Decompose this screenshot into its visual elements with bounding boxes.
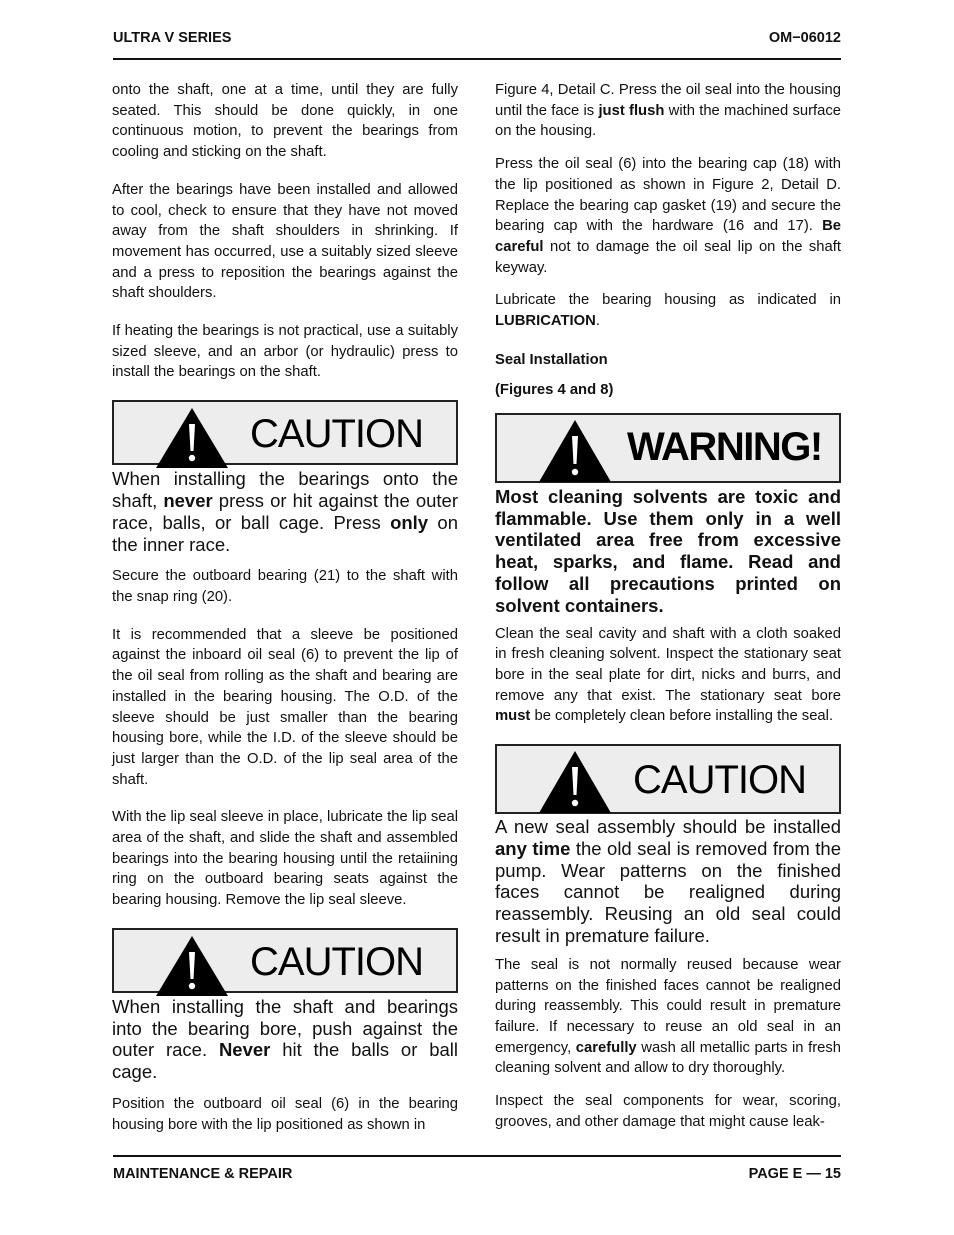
paragraph: With the lip seal sleeve in place, lubricate the lip seal area of the shaft, and slide the shaft and assembled bearings into the bearing housing until the retaiining ring on the outboard bearing seats against the bearing housing. Remove the lip seal sleeve. [112, 809, 458, 909]
paragraph: After the bearings have been installed and allowed to cool, check to ensure that they have not moved away from the shaft shoulders in shrinking. If movement has occurred, use a suitably sized sleeve and a press to reposition the bearings against the shaft shoulders. [112, 181, 458, 302]
warning-label: WARNING! [627, 424, 822, 469]
caution-label: CAUTION [250, 412, 423, 457]
paragraph: Lubricate the bearing housing as indicated in LUBRICATION. [495, 292, 841, 330]
warning-text: Most cleaning solvents are toxic and flammable. Use them only in a well ventilated area free from excessive heat, sparks, and flame. Read and follow all precautions printed on solvent containers. [495, 485, 841, 616]
paragraph: Press the oil seal (6) into the bearing cap (18) with the lip positioned as shown in Figure 2, Detail D. Replace the bearing cap gasket (19) and secure the bearing cap with the hardware (16 and 17). Be careful not to damage the oil seal lip on the shaft keyway. [495, 156, 841, 276]
paragraph: The seal is not normally reused because wear patterns on the finished faces cannot be realigned during reassembly. This could result in premature failure. If necessary to reuse an old seal in an emergency, carefully wash all metallic parts in fresh cleaning solvent and allow to dry thoroughly. [495, 956, 841, 1077]
page-footer [113, 1166, 841, 1188]
paragraph: onto the shaft, one at a time, until they are fully seated. This should be done quickly, in one continuous motion, to prevent the bearings from cooling and sticking on the shaft. [112, 82, 458, 161]
section-heading: Seal Installation [495, 351, 608, 368]
caution-banner [112, 928, 458, 993]
left-column [112, 80, 458, 1135]
caution-text: A new seal assembly should be installed any time the old seal is removed from the pump. Wear patterns on the finished faces cannot be realigned during reassembly. Reusing an old seal could result in premature failure. [495, 816, 841, 947]
warning-triangle-icon [154, 406, 230, 468]
caution-text: When installing the bearings onto the shaft, never press or hit against the outer race, balls, or ball cage. Press only on the inner race. [112, 468, 459, 555]
paragraph: Inspect the seal components for wear, scoring, grooves, and other damage that might cause leak- [495, 1093, 841, 1130]
page-number: PAGE E — 15 [748, 1166, 841, 1182]
section-subheading: (Figures 4 and 8) [495, 381, 614, 398]
right-column [495, 80, 841, 1132]
paragraph: Position the outboard oil seal (6) in the bearing housing bore with the lip positioned as shown in [112, 1096, 458, 1133]
paragraph: It is recommended that a sleeve be positioned against the inboard oil seal (6) to prevent the lip of the oil seal from rolling as the shaft and bearing are installed in the bearing housing. The O.D. of the sleeve should be just smaller than the bearing housing bore, while the I.D. of the sleeve should be just larger than the O.D. of the lip seal area of the shaft. [112, 626, 458, 788]
page-header [113, 30, 841, 52]
paragraph: If heating the bearings is not practical, use a suitably sized sleeve, and an arbor (or hydraulic) press to install the bearings on the shaft. [112, 323, 458, 381]
caution-banner [495, 744, 841, 814]
header-rule [113, 58, 841, 60]
paragraph: Figure 4, Detail C. Press the oil seal into the housing until the face is just flush with the machined surface on the housing. [495, 82, 841, 140]
warning-banner [495, 413, 841, 483]
warning-triangle-icon [537, 749, 613, 813]
paragraph: Clean the seal cavity and shaft with a cloth soaked in fresh cleaning solvent. Inspect the stationary seat bore in the seal plate for dirt, nicks and burrs, and remove any that exist. The stationary seat bore must be completely clean before installing the seal. [495, 625, 841, 725]
paragraph: Secure the outboard bearing (21) to the shaft with the snap ring (20). [112, 568, 458, 606]
warning-triangle-icon [154, 934, 230, 996]
caution-text: When installing the shaft and bearings into the bearing bore, push against the outer race. Never hit the balls or ball cage. [112, 995, 458, 1083]
caution-label: CAUTION [250, 939, 423, 984]
caution-label: CAUTION [633, 758, 806, 803]
series-title: ULTRA V SERIES [113, 30, 232, 46]
section-name: MAINTENANCE & REPAIR [113, 1166, 293, 1182]
footer-rule [113, 1155, 841, 1157]
document-number: OM−06012 [768, 30, 841, 46]
caution-banner [112, 400, 458, 465]
warning-triangle-icon [537, 418, 613, 482]
